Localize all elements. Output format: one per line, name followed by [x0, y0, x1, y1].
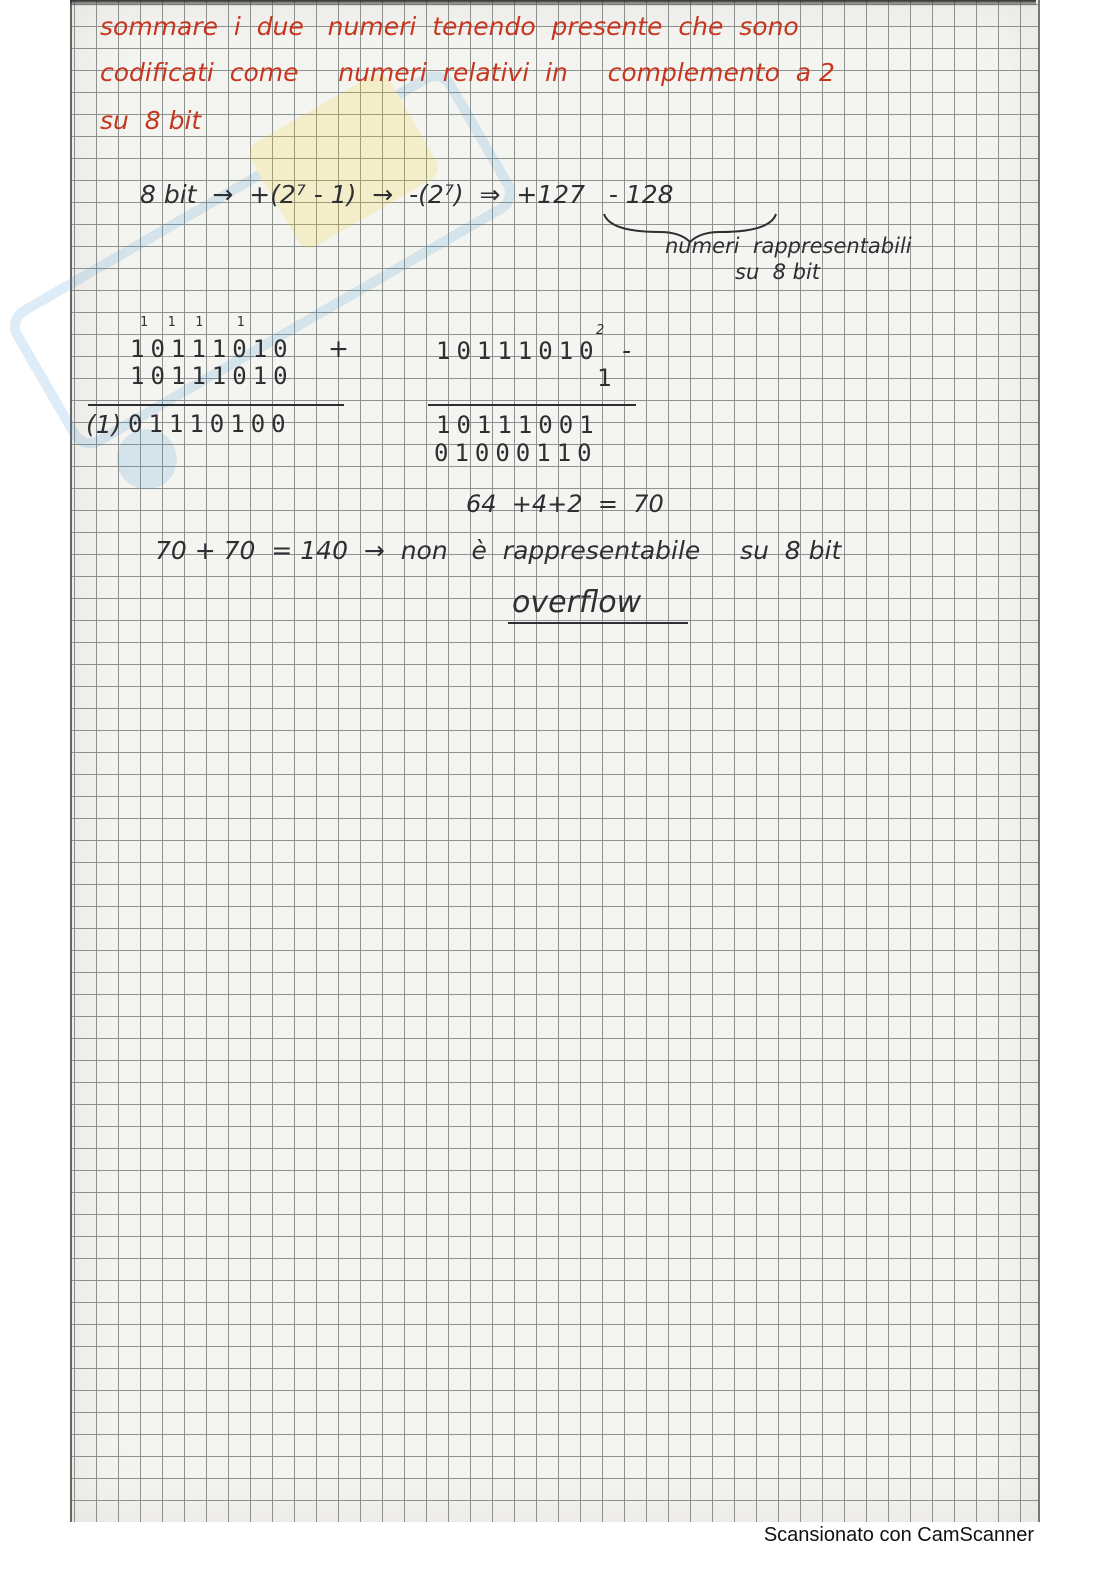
subtraction-borrow: 2 — [596, 323, 605, 338]
scan-edge-shadow — [70, 0, 1036, 6]
exercise-line-2: codificati come numeri relativi in complemento a 2 — [100, 58, 835, 87]
subtraction-line — [428, 404, 636, 406]
range-note-line-1: numeri rappresentabili — [665, 234, 912, 258]
subtraction-operator: - — [622, 336, 632, 365]
complement-result: 01000110 — [434, 439, 598, 467]
grid-paper-sheet — [70, 0, 1040, 1522]
addition-carries: 1 1 1 1 — [140, 315, 251, 330]
addition-result: 01110100 — [128, 410, 292, 438]
addition-operand-2: 10111010 — [130, 362, 294, 390]
addition-sum-line — [88, 404, 344, 406]
subtraction-operand-2: 1 — [597, 364, 618, 392]
addition-overflow-carry: (1) — [86, 410, 122, 439]
addition-operator: + — [328, 334, 349, 363]
scanner-footer: Scansionato con CamScanner — [763, 1524, 1034, 1546]
overflow-underline — [508, 622, 688, 624]
addition-operand-1: 10111010 — [130, 335, 294, 363]
decimal-value: 64 +4+2 = 70 — [466, 490, 664, 518]
exercise-line-1: sommare i due numeri tenendo presente che sono — [100, 12, 799, 41]
subtraction-result: 10111001 — [436, 411, 600, 439]
exercise-line-3: su 8 bit — [100, 106, 202, 135]
subtraction-operand-1: 10111010 — [436, 337, 600, 365]
overflow-label: overflow — [512, 585, 642, 620]
range-note-line-2: su 8 bit — [735, 260, 821, 284]
conclusion-line: 70 + 70 = 140 → non è rappresentabile su 8 bit — [155, 536, 842, 565]
range-formula: 8 bit → +(2⁷ - 1) → -(2⁷) ⇒ +127 - 128 — [140, 180, 674, 209]
